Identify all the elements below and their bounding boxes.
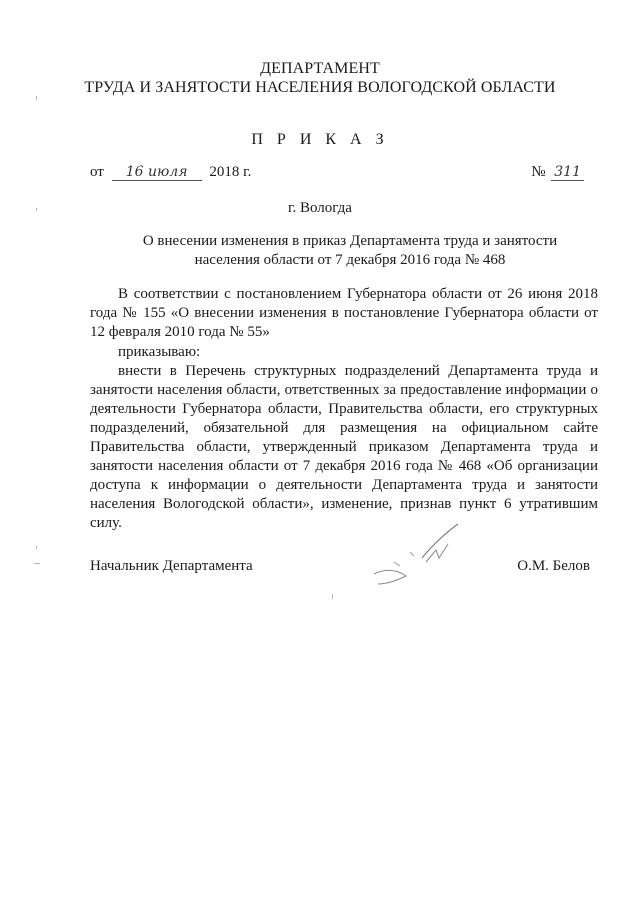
handwritten-date: 16 июля bbox=[112, 164, 202, 181]
signatory-title: Начальник Департамента bbox=[90, 558, 253, 574]
scan-speck bbox=[36, 208, 37, 211]
number-prefix: № bbox=[531, 164, 546, 180]
handwritten-number: 311 bbox=[551, 164, 584, 181]
signatory-name: О.М. Белов bbox=[517, 558, 590, 574]
city: г. Вологда bbox=[288, 200, 352, 216]
scan-speck bbox=[332, 594, 333, 599]
order-title: П Р И К А З bbox=[251, 131, 389, 148]
date-prefix: от bbox=[90, 164, 104, 180]
department-header-line1: ДЕПАРТАМЕНТ bbox=[260, 60, 380, 77]
date-year: 2018 г. bbox=[209, 164, 252, 180]
handwritten-signature bbox=[364, 518, 474, 598]
body-paragraph-order-word: приказываю: bbox=[118, 344, 201, 360]
order-number bbox=[531, 164, 584, 181]
order-date bbox=[90, 164, 251, 181]
department-header-line2: ТРУДА И ЗАНЯТОСТИ НАСЕЛЕНИЯ ВОЛОГОДСКОЙ ОБЛАСТИ bbox=[84, 79, 556, 96]
body-paragraph-basis: В соответствии с постановлением Губернатора области от 26 июня 2018 года № 155 «О внесении изменения в постановление Губернатора области от 12 февраля 2010 года № 55» bbox=[90, 286, 598, 340]
scan-speck bbox=[34, 563, 40, 564]
scan-speck bbox=[36, 546, 37, 549]
body-paragraph-decision: внести в Перечень структурных подразделений Департамента труда и занятости населения области, ответственных за предоставление информации о деятельности Губернатора области, Правительства области, его структурных подразделений, обязательной для размещения на официальном сайте Правительства области, утвержденный приказом Департамента труда и занятости населения области от 7 декабря 2016 года № 468 «Об организации доступа к информации о деятельности Департамента труда и занятости населения Вологодской области», изменение, признав пункт 6 утратившим силу. bbox=[90, 363, 598, 531]
order-subject: О внесении изменения в приказ Департамента труда и занятости населения области от 7 декабря 2016 года № 468 bbox=[142, 233, 558, 268]
scan-speck bbox=[36, 96, 37, 100]
